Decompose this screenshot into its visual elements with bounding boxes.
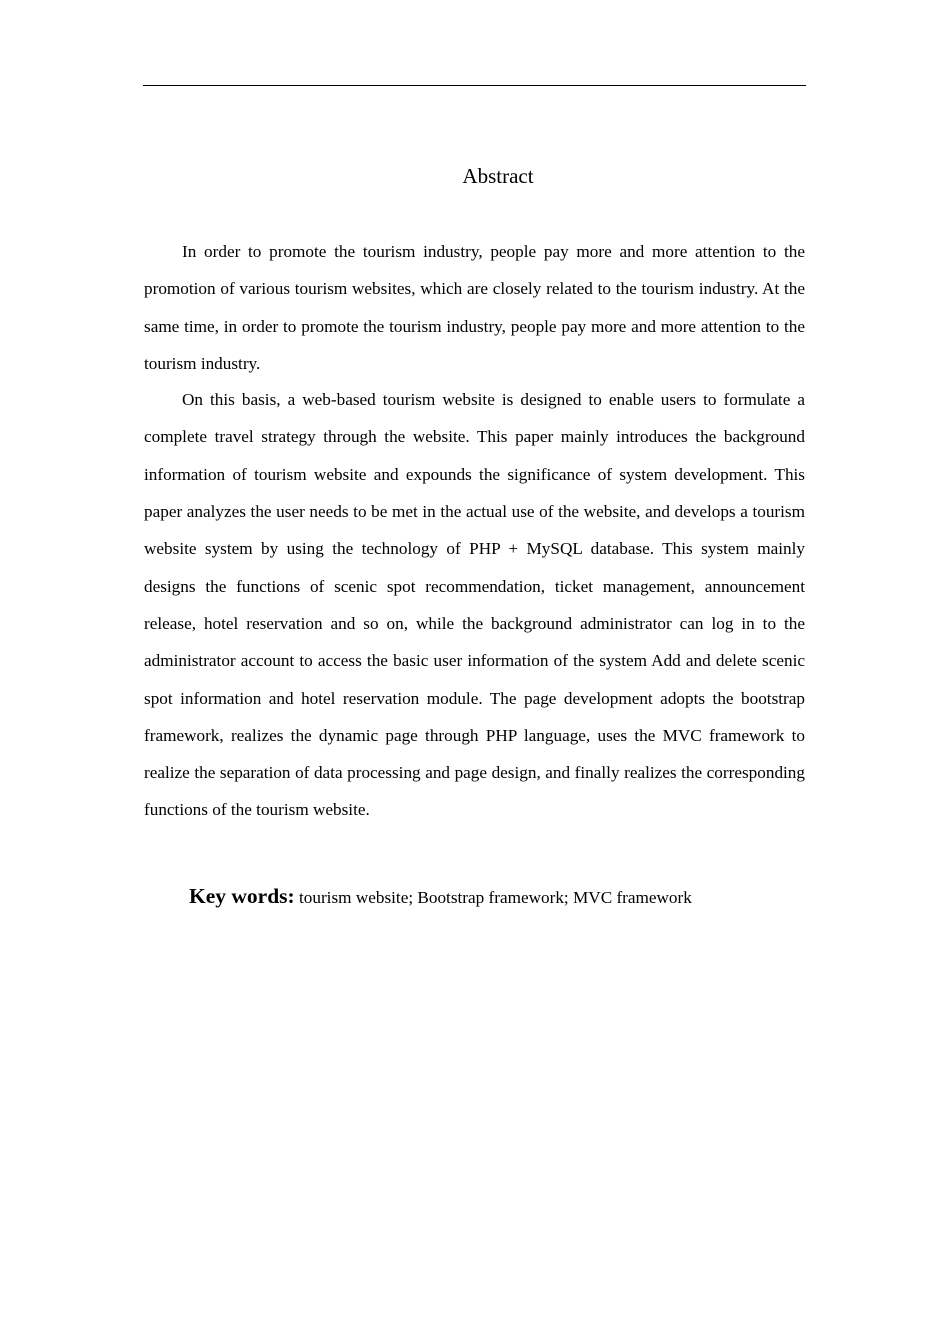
abstract-body (144, 233, 805, 829)
abstract-paragraph-1: In order to promote the tourism industry, people pay more and more attention to the promotion of various tourism websites, which are closely related to the tourism industry. At the same time, in order to promote the tourism industry, people pay more and more attention to the tourism industry. (144, 242, 805, 373)
keywords-label: Key words: (189, 884, 295, 908)
abstract-title: Abstract (462, 164, 534, 188)
abstract-paragraph-2: On this basis, a web-based tourism website is designed to enable users to formulate a complete travel strategy through the website. This paper mainly introduces the background information of tourism website and expounds the significance of system development. This paper analyzes the user needs to be met in the actual use of the website, and develops a tourism website system by using the technology of PHP + MySQL database. This system mainly designs the functions of scenic spot recommendation, ticket management, announcement release, hotel reservation and so on, while the background administrator can log in to the administrator account to access the basic user information of the system Add and delete scenic spot information and hotel reservation module. The page development adopts the bootstrap framework, realizes the dynamic page through PHP language, uses the MVC framework to realize the separation of data processing and page design, and finally realizes the corresponding functions of the tourism website. (144, 390, 805, 820)
keywords-line (189, 880, 809, 914)
header-rule (143, 85, 806, 86)
keywords-text: tourism website; Bootstrap framework; MVC framework (299, 888, 692, 907)
